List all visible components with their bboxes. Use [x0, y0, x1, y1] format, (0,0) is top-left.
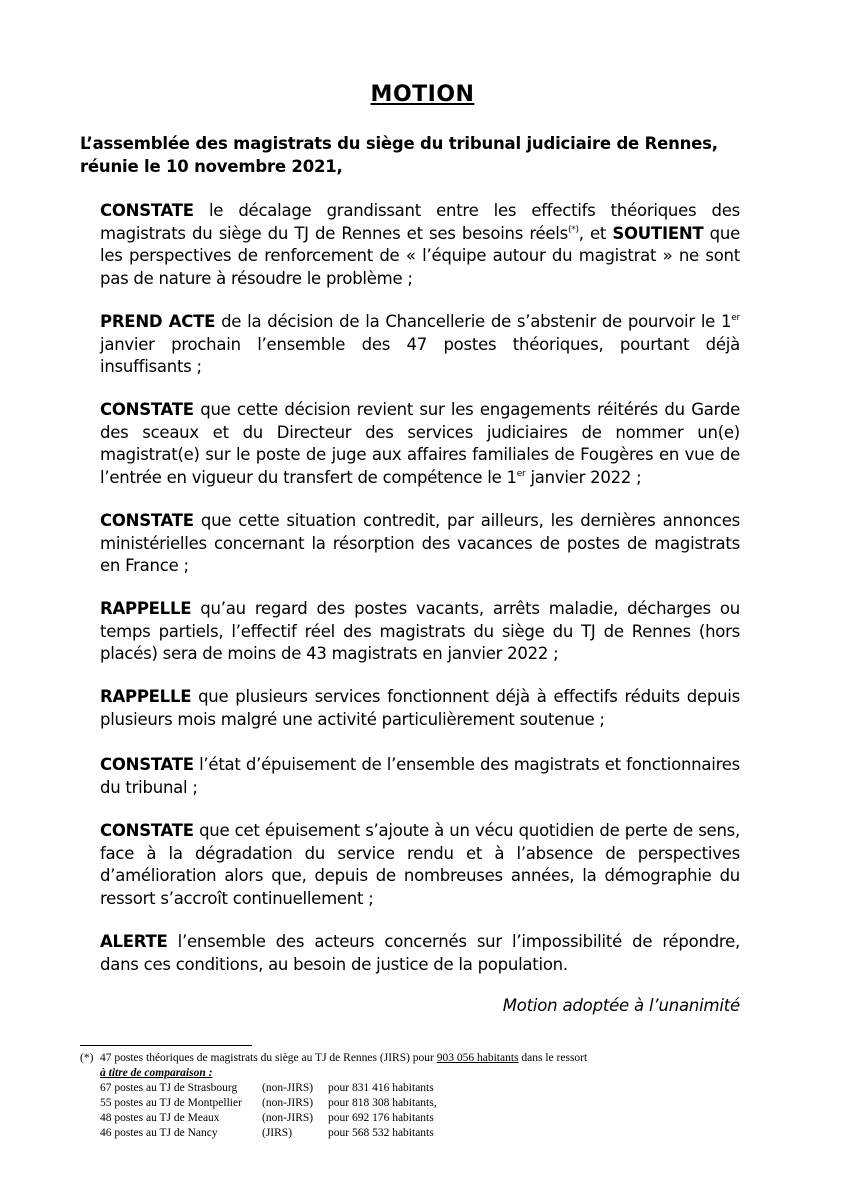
paragraph-text: l’ensemble des acteurs concernés sur l’impossibilité de répondre, dans ces conditions, au besoin de justice de la population.	[100, 932, 740, 974]
paragraph-4	[100, 510, 740, 578]
footnote-population: 903 056 habitants	[436, 1052, 519, 1064]
comparison-court: 46 postes au TJ de Nancy	[100, 1127, 218, 1139]
comparison-row	[80, 1096, 780, 1111]
verb-prend-acte: PREND ACTE	[100, 312, 216, 331]
footnote-comparison-label	[80, 1066, 780, 1081]
paragraph-text: janvier prochain l’ensemble des 47 postes théoriques, pourtant déjà insuffisants ;	[100, 334, 740, 376]
verb-alerte: ALERTE	[100, 932, 168, 951]
paragraph-1	[100, 200, 740, 290]
verb-constate: CONSTATE	[100, 511, 194, 530]
footnote-reference: (*)	[567, 224, 579, 235]
comparison-type: (non-JIRS)	[262, 1082, 314, 1094]
adoption-signature: Motion adoptée à l’unanimité	[502, 996, 740, 1015]
paragraph-5	[100, 598, 740, 666]
paragraph-text: que cette situation contredit, par ailleurs, les dernières annonces ministérielles concernant la résorption des vacances de postes de magistrats en France ;	[100, 511, 740, 575]
verb-constate: CONSTATE	[100, 400, 194, 419]
footnote-mark: (*)	[80, 1052, 94, 1064]
comparison-population: pour 692 176 habitants	[328, 1112, 434, 1124]
footnote-text: dans le ressort	[518, 1052, 588, 1064]
verb-constate: CONSTATE	[100, 755, 194, 774]
paragraph-text: de la décision de la Chancellerie de s’abstenir de pourvoir le 1	[215, 312, 732, 331]
paragraph-9	[100, 931, 740, 976]
paragraph-text: que plusieurs services fonctionnent déjà à effectifs réduits depuis plusieurs mois malgré une activité particulièrement soutenue ;	[100, 687, 740, 729]
comparison-label-text: à titre de comparaison :	[100, 1067, 213, 1079]
comparison-type: (non-JIRS)	[262, 1097, 314, 1109]
intro-paragraph: L’assemblée des magistrats du siège du tribunal judiciaire de Rennes, réunie le 10 novembre 2021,	[80, 134, 718, 176]
comparison-population: pour 818 308 habitants,	[328, 1097, 437, 1109]
comparison-type: (JIRS)	[262, 1127, 293, 1139]
verb-soutient: SOUTIENT	[612, 223, 704, 243]
footnote-line	[80, 1051, 780, 1066]
footnote-separator	[80, 1045, 252, 1046]
paragraph-text: , et	[578, 223, 613, 243]
verb-constate: CONSTATE	[100, 821, 194, 840]
verb-rappelle: RAPPELLE	[100, 687, 192, 706]
ordinal-suffix: er	[516, 468, 526, 479]
paragraph-text: que cet épuisement s’ajoute à un vécu quotidien de perte de sens, face à la dégradation du service rendu et à l’absence de perspectives d’amélioration alors que, depuis de nombreuses années, la démographie du ressort s’accroît continuellement ;	[100, 821, 740, 908]
paragraph-text: l’état d’épuisement de l’ensemble des magistrats et fonctionnaires du tribunal ;	[100, 755, 740, 797]
verb-constate: CONSTATE	[100, 201, 194, 220]
footnote	[80, 1051, 780, 1141]
paragraph-text: que les perspectives de renforcement de « l’équipe autour du magistrat » ne sont pas de nature à résoudre le problème ;	[100, 223, 741, 288]
comparison-type: (non-JIRS)	[262, 1112, 314, 1124]
comparison-court: 48 postes au TJ de Meaux	[100, 1112, 220, 1124]
comparison-population: pour 568 532 habitants	[328, 1127, 434, 1139]
footnote-text: 47 postes théoriques de magistrats du siège au TJ de Rennes (JIRS) pour	[100, 1052, 437, 1064]
comparison-court: 67 postes au TJ de Strasbourg	[100, 1082, 238, 1094]
paragraph-text: janvier 2022 ;	[525, 467, 642, 487]
paragraph-6	[100, 686, 740, 731]
comparison-row	[80, 1111, 780, 1126]
paragraph-7	[100, 754, 740, 799]
paragraph-text: qu’au regard des postes vacants, arrêts maladie, décharges ou temps partiels, l’effectif réel des magistrats du siège du TJ de Rennes (hors placés) sera de moins de 43 magistrats en janvier 2022 ;	[100, 599, 740, 663]
document-title: MOTION	[370, 82, 475, 107]
comparison-row	[80, 1081, 780, 1096]
comparison-court: 55 postes au TJ de Montpellier	[100, 1097, 242, 1109]
paragraph-2	[100, 311, 740, 379]
paragraph-text: le décalage grandissant entre les effectifs théoriques des magistrats du siège du TJ de Rennes et ses besoins réels	[100, 201, 740, 243]
comparison-row	[80, 1126, 780, 1141]
comparison-population: pour 831 416 habitants	[328, 1082, 434, 1094]
paragraph-8	[100, 820, 740, 910]
paragraph-3	[100, 399, 740, 489]
ordinal-suffix: er	[731, 313, 740, 323]
paragraph-text: que cette décision revient sur les engagements réitérés du Garde des sceaux et du Directeur des services judiciaires de nommer un(e) magistrat(e) sur le poste de juge aux affaires familiales de Fougères en vue de l’entrée en vigueur du transfert de compétence le 1	[100, 400, 740, 487]
verb-rappelle: RAPPELLE	[100, 599, 192, 618]
